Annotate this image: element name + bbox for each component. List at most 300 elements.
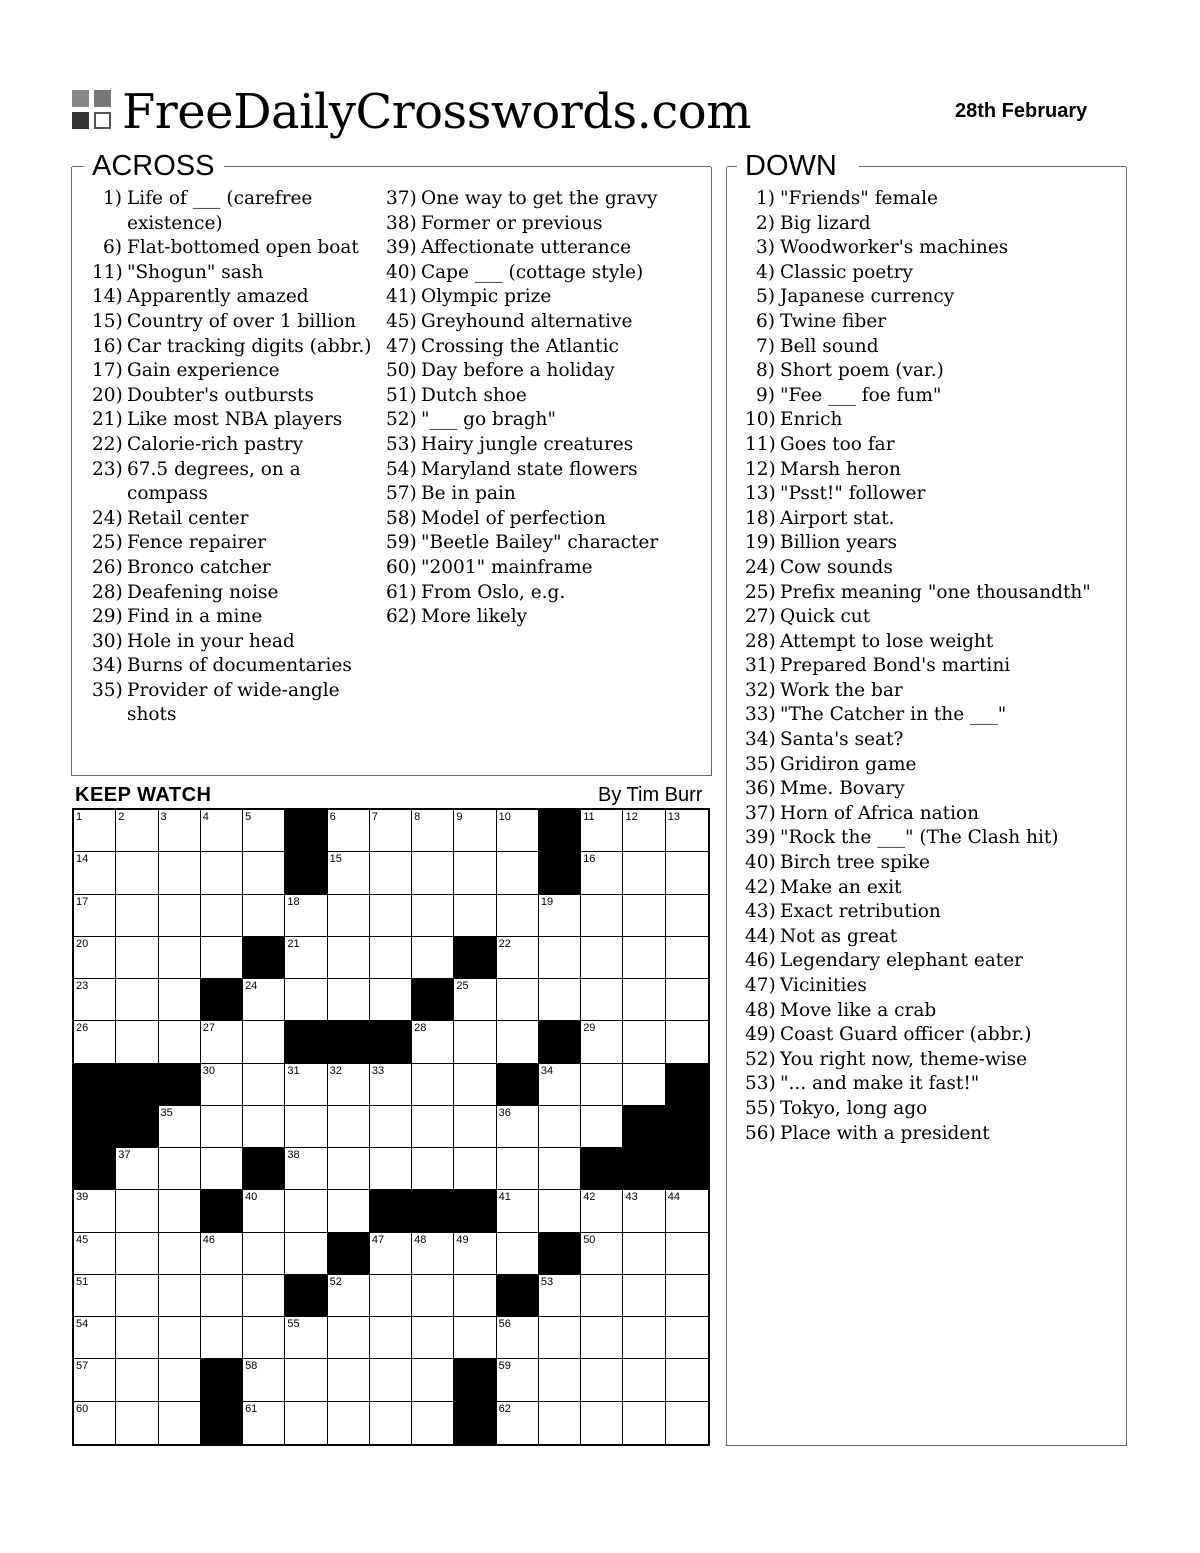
- grid-cell[interactable]: [159, 1021, 201, 1063]
- grid-cell[interactable]: [412, 1148, 454, 1190]
- clue-number: 20): [92, 384, 123, 406]
- grid-cell[interactable]: [581, 895, 623, 937]
- clue-text: Model of perfection: [421, 507, 606, 529]
- grid-cell[interactable]: [539, 1359, 581, 1401]
- clue-text: Bell sound: [780, 335, 879, 357]
- grid-cell[interactable]: [623, 852, 665, 894]
- grid-cell[interactable]: [412, 895, 454, 937]
- grid-cell[interactable]: [623, 979, 665, 1021]
- clue-text: Vicinities: [780, 975, 867, 996]
- grid-cell[interactable]: [74, 1233, 116, 1275]
- grid-cell[interactable]: [116, 1148, 158, 1190]
- cell-number: 40: [245, 1191, 258, 1204]
- grid-cell[interactable]: [159, 895, 201, 937]
- clue-number: 12): [745, 458, 776, 480]
- grid-cell[interactable]: [412, 1233, 454, 1275]
- grid-cell[interactable]: [581, 1233, 623, 1275]
- grid-cell[interactable]: [497, 1402, 539, 1444]
- grid-cell[interactable]: [116, 852, 158, 894]
- grid-cell[interactable]: [328, 1359, 370, 1401]
- grid-cell[interactable]: [370, 1402, 412, 1444]
- black-square: [454, 937, 496, 979]
- clue-number: 28): [92, 581, 123, 603]
- grid-cell[interactable]: [581, 1021, 623, 1063]
- grid-cell[interactable]: [201, 895, 243, 937]
- clue-text: Cow sounds: [780, 556, 893, 578]
- grid-cell[interactable]: [581, 1359, 623, 1401]
- grid-cell[interactable]: [370, 1233, 412, 1275]
- grid-cell[interactable]: [412, 937, 454, 979]
- grid-cell[interactable]: [328, 1275, 370, 1317]
- grid-cell[interactable]: [285, 1106, 327, 1148]
- cell-number: 7: [371, 811, 378, 823]
- grid-cell[interactable]: [243, 1190, 285, 1232]
- grid-cell[interactable]: [74, 979, 116, 1021]
- grid-cell[interactable]: [497, 810, 539, 852]
- grid-cell[interactable]: [328, 895, 370, 937]
- clue-text: Santa's seat?: [780, 729, 904, 751]
- cell-number: 26: [76, 1022, 89, 1035]
- clue-item: [386, 556, 706, 581]
- grid-cell[interactable]: [285, 1190, 327, 1232]
- grid-cell[interactable]: [328, 1190, 370, 1232]
- grid-cell[interactable]: [285, 1317, 327, 1359]
- grid-cell[interactable]: [243, 895, 285, 937]
- grid-cell[interactable]: [666, 1021, 708, 1063]
- clue-item: [92, 408, 382, 433]
- cell-number: 41: [498, 1191, 511, 1204]
- cell-number: 23: [76, 980, 89, 993]
- clue-item: [745, 458, 1120, 483]
- grid-cell[interactable]: [370, 1106, 412, 1148]
- grid-cell[interactable]: [159, 937, 201, 979]
- grid-cell[interactable]: [74, 937, 116, 979]
- grid-cell[interactable]: [74, 1021, 116, 1063]
- clue-number: 49): [745, 1024, 776, 1046]
- grid-cell[interactable]: [581, 852, 623, 894]
- grid-cell[interactable]: [539, 1402, 581, 1444]
- grid-cell[interactable]: [539, 1064, 581, 1106]
- clue-item: [92, 310, 382, 335]
- grid-cell[interactable]: [116, 1275, 158, 1317]
- clue-number: 44): [745, 925, 776, 947]
- black-square: [539, 810, 581, 852]
- black-square: [201, 1359, 243, 1401]
- grid-cell[interactable]: [159, 979, 201, 1021]
- clue-text: Tokyo, long ago: [780, 1097, 928, 1119]
- cell-number: 17: [76, 895, 89, 908]
- grid-cell[interactable]: [243, 1233, 285, 1275]
- clue-text: Prefix meaning "one thousandth": [780, 581, 1091, 603]
- clue-item: [92, 359, 382, 384]
- grid-cell[interactable]: [666, 937, 708, 979]
- grid-cell[interactable]: [243, 1402, 285, 1444]
- grid-cell[interactable]: [285, 895, 327, 937]
- cell-number: 25: [456, 980, 469, 993]
- grid-cell[interactable]: [581, 1275, 623, 1317]
- grid-cell[interactable]: [116, 1190, 158, 1232]
- clue-item: [745, 212, 1120, 237]
- black-square: [370, 1021, 412, 1063]
- grid-cell[interactable]: [116, 810, 158, 852]
- grid-cell[interactable]: [666, 1275, 708, 1317]
- grid-cell[interactable]: [74, 1317, 116, 1359]
- clue-text: "Shogun" sash: [127, 261, 264, 283]
- grid-cell[interactable]: [623, 895, 665, 937]
- grid-cell[interactable]: [666, 895, 708, 937]
- grid-cell[interactable]: [370, 1148, 412, 1190]
- grid-cell[interactable]: [328, 1106, 370, 1148]
- grid-cell[interactable]: [539, 1106, 581, 1148]
- grid-cell[interactable]: [328, 1064, 370, 1106]
- clue-number: 40): [386, 261, 417, 283]
- grid-cell[interactable]: [497, 937, 539, 979]
- cell-number: 46: [202, 1233, 216, 1246]
- grid-cell[interactable]: [328, 979, 370, 1021]
- clue-number: 10): [745, 409, 776, 431]
- clue-text: "Beetle Bailey" character: [421, 532, 659, 554]
- grid-cell[interactable]: [412, 1064, 454, 1106]
- grid-cell[interactable]: [623, 810, 665, 852]
- clue-text: "The Catcher in the ___": [780, 704, 1007, 726]
- grid-cell[interactable]: [623, 1275, 665, 1317]
- clue-item: [745, 408, 1120, 433]
- grid-cell[interactable]: [285, 1064, 327, 1106]
- grid-cell[interactable]: [285, 1148, 327, 1190]
- grid-cell[interactable]: [666, 810, 708, 852]
- grid-cell[interactable]: [454, 1148, 496, 1190]
- grid-cell[interactable]: [623, 1064, 665, 1106]
- grid-cell[interactable]: [201, 852, 243, 894]
- grid-cell[interactable]: [74, 1402, 116, 1444]
- grid-cell[interactable]: [159, 1275, 201, 1317]
- cell-number: 2: [118, 811, 125, 823]
- grid-cell[interactable]: [454, 1106, 496, 1148]
- clue-text: Olympic prize: [421, 286, 552, 308]
- grid-cell[interactable]: [581, 937, 623, 979]
- grid-cell[interactable]: [201, 937, 243, 979]
- clue-item: [745, 507, 1120, 532]
- grid-cell[interactable]: [159, 1402, 201, 1444]
- cell-number: 45: [76, 1233, 89, 1246]
- clue-item: [92, 384, 382, 409]
- clue-item: [386, 507, 706, 532]
- grid-cell[interactable]: [581, 1190, 623, 1232]
- grid-cell[interactable]: [328, 1402, 370, 1444]
- grid-cell[interactable]: [412, 1402, 454, 1444]
- grid-cell[interactable]: [159, 852, 201, 894]
- grid-cell[interactable]: [285, 1233, 327, 1275]
- grid-cell[interactable]: [116, 1317, 158, 1359]
- clue-item: [745, 949, 1120, 974]
- grid-cell[interactable]: [497, 1148, 539, 1190]
- grid-cell[interactable]: [116, 1021, 158, 1063]
- clue-item: [745, 777, 1120, 802]
- grid-cell[interactable]: [116, 895, 158, 937]
- grid-cell[interactable]: [539, 937, 581, 979]
- grid-cell[interactable]: [116, 1233, 158, 1275]
- grid-cell[interactable]: [454, 1275, 496, 1317]
- black-square: [285, 1275, 327, 1317]
- grid-cell[interactable]: [243, 1064, 285, 1106]
- grid-cell[interactable]: [328, 810, 370, 852]
- cell-number: 42: [583, 1191, 596, 1204]
- cell-number: 38: [287, 1149, 300, 1162]
- grid-cell[interactable]: [370, 852, 412, 894]
- clue-number: 55): [745, 1097, 776, 1119]
- clue-item: [386, 236, 706, 261]
- grid-cell[interactable]: [116, 1402, 158, 1444]
- clue-item: [92, 581, 382, 606]
- cell-number: 33: [371, 1064, 385, 1077]
- black-square: [539, 1233, 581, 1275]
- grid-cell[interactable]: [454, 810, 496, 852]
- clue-number: 53): [745, 1073, 776, 1095]
- grid-cell[interactable]: [497, 1359, 539, 1401]
- grid-cell[interactable]: [285, 979, 327, 1021]
- grid-cell[interactable]: [201, 1233, 243, 1275]
- grid-cell[interactable]: [454, 895, 496, 937]
- grid-cell[interactable]: [370, 1064, 412, 1106]
- black-square: [328, 1021, 370, 1063]
- grid-cell[interactable]: [370, 810, 412, 852]
- grid-cell[interactable]: [539, 895, 581, 937]
- clue-number: 41): [386, 286, 417, 308]
- cell-number: 12: [625, 811, 638, 823]
- black-square: [666, 1064, 708, 1106]
- clue-item: [745, 187, 1120, 212]
- grid-cell[interactable]: [74, 1190, 116, 1232]
- grid-cell[interactable]: [285, 1402, 327, 1444]
- grid-cell[interactable]: [243, 1021, 285, 1063]
- grid-cell[interactable]: [74, 852, 116, 894]
- grid-cell[interactable]: [159, 1190, 201, 1232]
- black-square: [370, 1190, 412, 1232]
- clue-item: [386, 433, 706, 458]
- grid-cell[interactable]: [497, 895, 539, 937]
- grid-cell[interactable]: [454, 1021, 496, 1063]
- grid-cell[interactable]: [666, 1359, 708, 1401]
- grid-cell[interactable]: [412, 1106, 454, 1148]
- grid-cell[interactable]: [412, 1021, 454, 1063]
- grid-cell[interactable]: [159, 1148, 201, 1190]
- grid-cell[interactable]: [666, 852, 708, 894]
- grid-cell[interactable]: [539, 979, 581, 1021]
- grid-cell[interactable]: [581, 1106, 623, 1148]
- grid-cell[interactable]: [497, 1021, 539, 1063]
- clue-number: 37): [386, 188, 417, 209]
- clue-number: 32): [745, 679, 776, 701]
- grid-cell[interactable]: [328, 1148, 370, 1190]
- grid-cell[interactable]: [454, 1064, 496, 1106]
- clue-number: 37): [745, 802, 776, 824]
- grid-cell[interactable]: [497, 1190, 539, 1232]
- clue-item: [745, 285, 1120, 310]
- clue-text: Move like a crab: [780, 999, 937, 1021]
- grid-cell[interactable]: [243, 1275, 285, 1317]
- clue-number: 2): [756, 212, 775, 234]
- across-panel: [71, 150, 712, 776]
- cell-number: 6: [329, 811, 336, 823]
- grid-cell[interactable]: [201, 1317, 243, 1359]
- grid-cell[interactable]: [285, 937, 327, 979]
- grid-cell[interactable]: [243, 852, 285, 894]
- clue-text: Mme. Bovary: [780, 778, 905, 800]
- cell-number: 48: [414, 1233, 427, 1246]
- cell-number: 18: [287, 895, 300, 908]
- grid-cell[interactable]: [497, 1317, 539, 1359]
- cell-number: 29: [583, 1022, 596, 1035]
- grid-cell[interactable]: [623, 1190, 665, 1232]
- cell-number: 1: [76, 811, 83, 823]
- clue-number: 52): [386, 409, 417, 431]
- grid-cell[interactable]: [201, 1275, 243, 1317]
- grid-cell[interactable]: [581, 1064, 623, 1106]
- clue-number: 34): [745, 729, 776, 751]
- grid-cell[interactable]: [581, 810, 623, 852]
- grid-cell[interactable]: [370, 1275, 412, 1317]
- grid-cell[interactable]: [497, 1106, 539, 1148]
- clue-number: 51): [386, 384, 417, 406]
- grid-cell[interactable]: [623, 1021, 665, 1063]
- black-square: [666, 1148, 708, 1190]
- clue-number: 19): [745, 532, 776, 554]
- grid-cell[interactable]: [201, 810, 243, 852]
- clue-item: [92, 531, 382, 556]
- grid-cell[interactable]: [497, 1233, 539, 1275]
- grid-cell[interactable]: [116, 937, 158, 979]
- grid-cell[interactable]: [412, 1317, 454, 1359]
- grid-cell[interactable]: [412, 810, 454, 852]
- clue-number: 29): [92, 606, 123, 628]
- cell-number: 15: [329, 853, 342, 866]
- clue-item: [386, 335, 706, 360]
- clue-text: Woodworker's machines: [780, 237, 1009, 259]
- grid-cell[interactable]: [497, 979, 539, 1021]
- grid-cell[interactable]: [116, 979, 158, 1021]
- grid-cell[interactable]: [201, 1148, 243, 1190]
- clue-item: [745, 531, 1120, 556]
- grid-cell[interactable]: [243, 1106, 285, 1148]
- grid-cell[interactable]: [623, 1359, 665, 1401]
- grid-cell[interactable]: [454, 1317, 496, 1359]
- clue-item: [745, 1097, 1120, 1122]
- grid-cell[interactable]: [539, 1275, 581, 1317]
- grid-cell[interactable]: [370, 895, 412, 937]
- grid-cell[interactable]: [539, 1317, 581, 1359]
- black-square: [116, 1064, 158, 1106]
- grid-cell[interactable]: [412, 1275, 454, 1317]
- clue-text: Hairy jungle creatures: [421, 433, 634, 455]
- grid-cell[interactable]: [412, 852, 454, 894]
- grid-cell[interactable]: [497, 852, 539, 894]
- clue-text: Hole in your head: [127, 630, 295, 652]
- clue-text: Find in a mine: [127, 606, 263, 628]
- grid-cell[interactable]: [370, 979, 412, 1021]
- clue-number: 14): [92, 286, 123, 308]
- clue-item: [745, 900, 1120, 925]
- grid-cell[interactable]: [370, 1359, 412, 1401]
- cell-number: 36: [498, 1106, 511, 1119]
- puzzle-byline: By Tim Burr: [598, 784, 703, 806]
- grid-cell[interactable]: [201, 1021, 243, 1063]
- clue-number: 24): [92, 507, 123, 529]
- grid-cell[interactable]: [454, 979, 496, 1021]
- grid-cell[interactable]: [201, 1106, 243, 1148]
- clue-item: [745, 384, 1120, 409]
- grid-cell[interactable]: [666, 1402, 708, 1444]
- grid-cell[interactable]: [243, 1359, 285, 1401]
- grid-cell[interactable]: [201, 1064, 243, 1106]
- grid-cell[interactable]: [74, 1359, 116, 1401]
- clue-text: Big lizard: [780, 212, 871, 234]
- grid-cell[interactable]: [623, 1402, 665, 1444]
- black-square: [159, 1064, 201, 1106]
- grid-cell[interactable]: [623, 1233, 665, 1275]
- grid-cell[interactable]: [159, 810, 201, 852]
- grid-cell[interactable]: [581, 1402, 623, 1444]
- grid-cell[interactable]: [328, 1317, 370, 1359]
- grid-cell[interactable]: [539, 1148, 581, 1190]
- grid-cell[interactable]: [74, 895, 116, 937]
- grid-cell[interactable]: [412, 1359, 454, 1401]
- grid-cell[interactable]: [666, 1317, 708, 1359]
- grid-cell[interactable]: [623, 1317, 665, 1359]
- clue-number: 47): [386, 335, 417, 357]
- clue-text: Short poem (var.): [780, 360, 944, 382]
- grid-cell[interactable]: [328, 937, 370, 979]
- clue-text: Former or previous: [421, 212, 603, 234]
- cell-number: 56: [498, 1318, 511, 1331]
- grid-cell[interactable]: [539, 1190, 581, 1232]
- grid-cell[interactable]: [581, 979, 623, 1021]
- grid-cell[interactable]: [581, 1317, 623, 1359]
- clue-item: [386, 261, 706, 286]
- grid-cell[interactable]: [159, 1233, 201, 1275]
- grid-cell[interactable]: [370, 937, 412, 979]
- grid-cell[interactable]: [666, 979, 708, 1021]
- grid-cell[interactable]: [116, 1359, 158, 1401]
- clue-item: [92, 507, 382, 532]
- black-square: [454, 1359, 496, 1401]
- grid-cell[interactable]: [454, 852, 496, 894]
- grid-cell[interactable]: [666, 1233, 708, 1275]
- grid-cell[interactable]: [243, 1317, 285, 1359]
- clue-text: From Oslo, e.g.: [421, 581, 566, 603]
- clue-text: Retail center: [127, 507, 249, 529]
- clue-item: [745, 679, 1120, 704]
- cell-number: 51: [76, 1275, 89, 1288]
- clue-number: 11): [745, 433, 776, 455]
- grid-cell[interactable]: [74, 810, 116, 852]
- grid-cell[interactable]: [623, 937, 665, 979]
- cell-number: 27: [202, 1022, 216, 1035]
- grid-cell[interactable]: [159, 1359, 201, 1401]
- grid-cell[interactable]: [243, 979, 285, 1021]
- grid-cell[interactable]: [666, 1190, 708, 1232]
- grid-cell[interactable]: [328, 852, 370, 894]
- grid-cell[interactable]: [285, 1359, 327, 1401]
- grid-cell[interactable]: [159, 1317, 201, 1359]
- clue-number: 7): [756, 335, 775, 357]
- grid-cell[interactable]: [243, 810, 285, 852]
- clue-item: [745, 802, 1120, 827]
- clue-number: 30): [92, 630, 123, 652]
- grid-cell[interactable]: [159, 1106, 201, 1148]
- grid-cell[interactable]: [454, 1233, 496, 1275]
- grid-cell[interactable]: [370, 1317, 412, 1359]
- grid-cell[interactable]: [74, 1275, 116, 1317]
